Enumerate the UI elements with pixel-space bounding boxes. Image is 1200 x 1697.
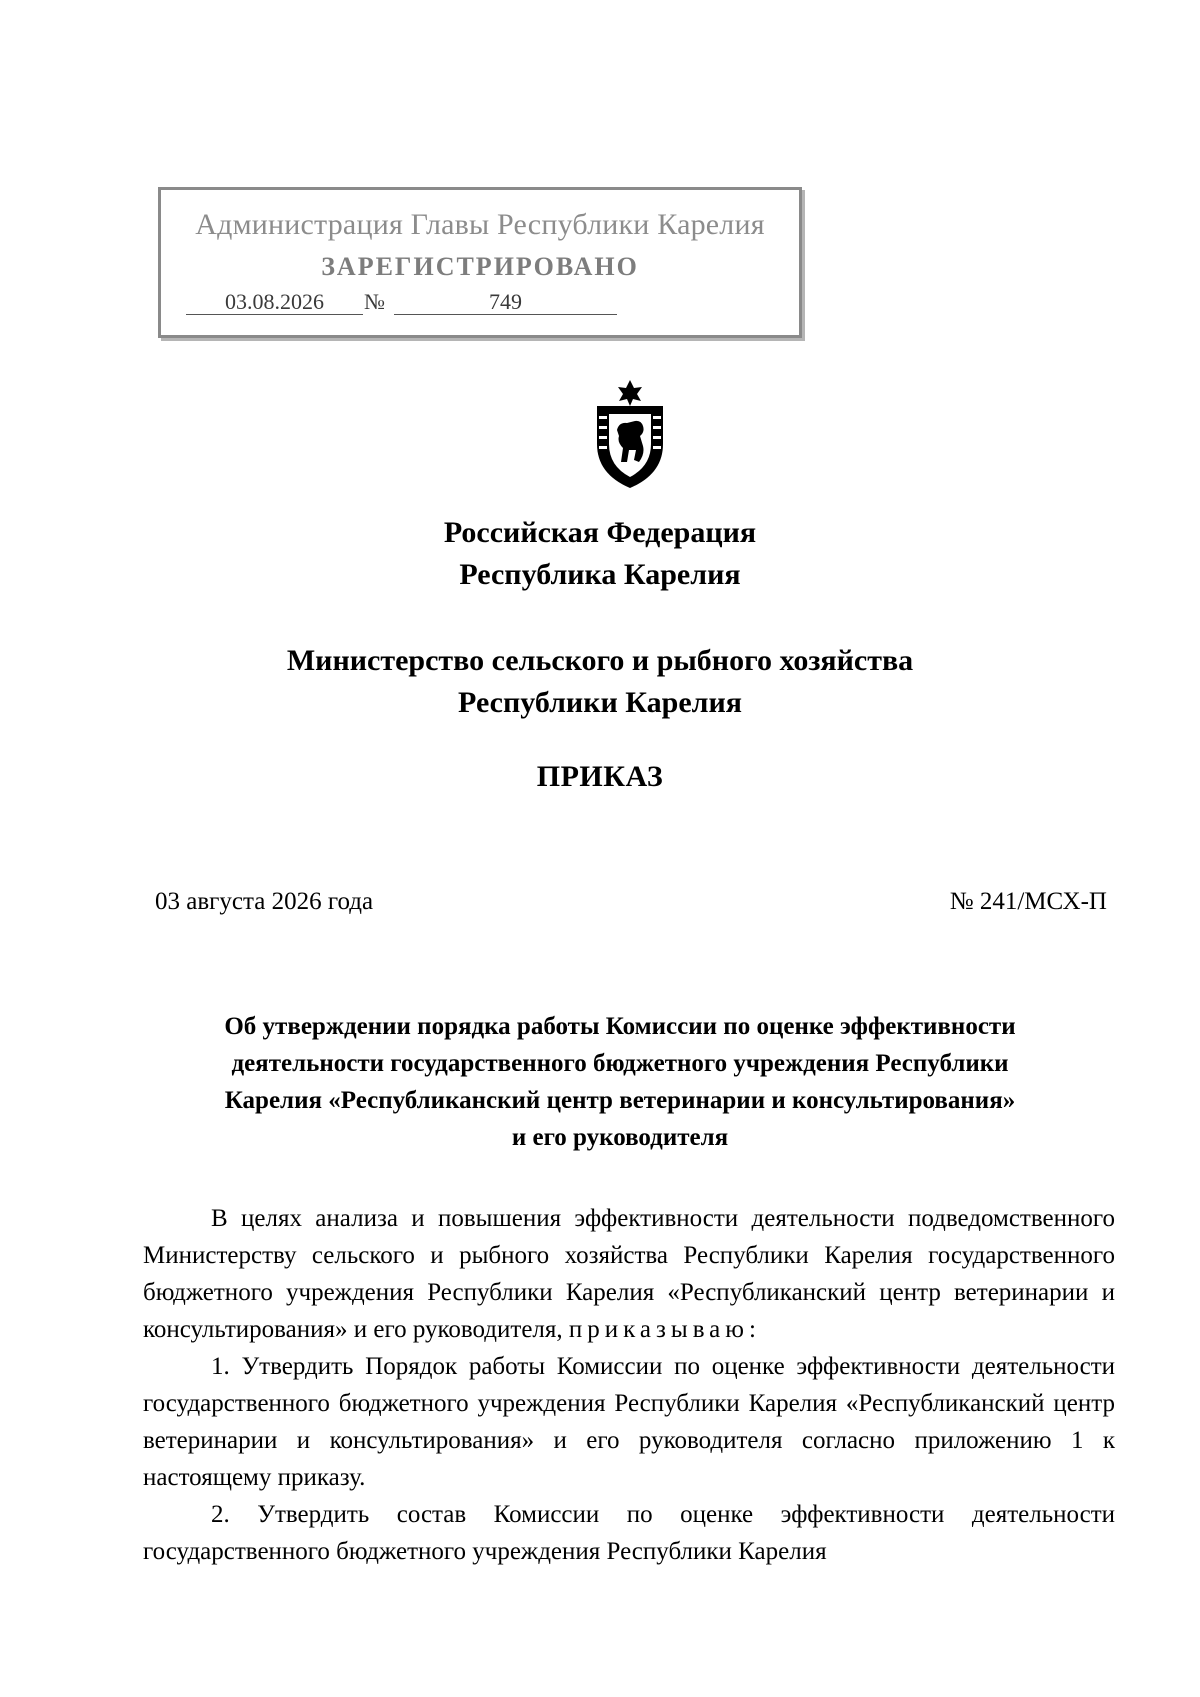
subject-line: деятельности государственного бюджетного учреждения Республики (231, 1050, 1009, 1077)
stamp-status: ЗАРЕГИСТРИРОВАНО (321, 252, 639, 281)
state-header (0, 512, 1200, 596)
ministry-name-line1: Министерство сельского и рыбного хозяйства (286, 644, 914, 677)
order-date: 03 августа 2026 года (155, 888, 374, 915)
karelia-coat-of-arms-icon (585, 378, 675, 492)
preamble-text: В целях анализа и повышения эффективности деятельности подведомственного Министерству сельского и рыбного хозяйства Республики Карелия государственного бюджетного учреждения Республики Карелия «Республиканский центр ветеринарии и консультирования» и его руководителя, (143, 1205, 1115, 1343)
ministry-header (0, 640, 1200, 724)
republic-name: Республика Карелия (459, 558, 741, 591)
order-word: приказываю: (568, 1316, 761, 1343)
country-name: Российская Федерация (443, 516, 757, 549)
order-number: № 241/МСХ-П (949, 888, 1107, 915)
ministry-name-line2: Республики Карелия (458, 686, 742, 719)
subject-line: Карелия «Республиканский центр ветеринарии и консультирования» (224, 1087, 1016, 1114)
order-item-1: 1. Утвердить Порядок работы Комиссии по оценке эффективности деятельности государственного бюджетного учреждения Республики Карелия «Республиканский центр ветеринарии и консультирования» и его руководителя согласно приложению 1 к настоящему приказу. (143, 1353, 1115, 1491)
order-item-2: 2. Утвердить состав Комиссии по оценке эффективности деятельности государственного бюджетного учреждения Республики Карелия (143, 1501, 1115, 1565)
stamp-organization: Администрация Главы Республики Карелия (195, 208, 765, 241)
order-subject (150, 1008, 1090, 1156)
subject-line: Об утверждении порядка работы Комиссии по оценке эффективности (224, 1013, 1016, 1040)
stamp-registration-line (186, 290, 776, 318)
document-type: ПРИКАЗ (536, 760, 664, 793)
stamp-number-label: № (364, 289, 385, 314)
registration-stamp (158, 187, 802, 338)
order-body (143, 1200, 1115, 1570)
preamble-paragraph (143, 1200, 1115, 1348)
subject-line: и его руководителя (511, 1124, 729, 1151)
stamp-date: 03.08.2026 (186, 290, 363, 315)
stamp-number: 749 (394, 290, 617, 315)
